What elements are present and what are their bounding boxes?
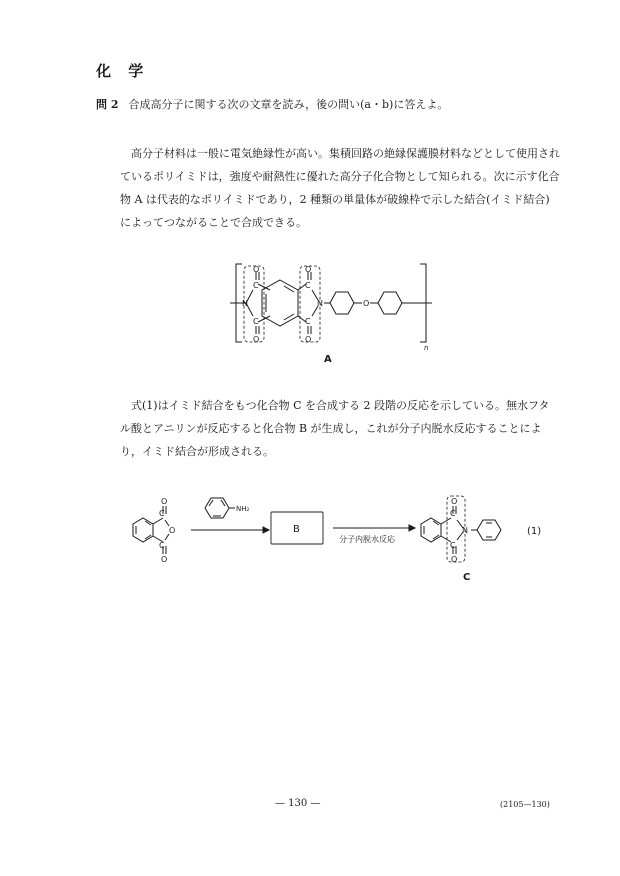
atom-c-3: C	[305, 281, 311, 290]
imide-atom-c-top: C	[450, 509, 456, 518]
atom-c-1: C	[253, 281, 259, 290]
page-number: — 130 —	[275, 798, 321, 809]
atom-c-4: C	[305, 317, 311, 326]
paragraph-1-text: 高分子材料は一般に電気絶縁性が高い。集積回路の絶縁保護膜材料などとして使用されているポリイミドは，強度や耐熱性に優れた高分子化合物として知られる。次に示す化合物 A は代表的なポリイミドであり，2 種類の単量体が破線枠で示した結合(イミド結合)によってつながることで合成できる。	[120, 147, 560, 229]
imide-atom-c-bottom: C	[450, 541, 456, 550]
anhydride-atom-o-bottom: O	[161, 555, 168, 564]
paragraph-2-text: 式(1)はイミド結合をもつ化合物 C を合成する 2 段階の反応を示している。無水フタル酸とアニリンが反応すると化合物 B が生成し，これが分子内脱水反応することにより，イミド結合が形成される。	[120, 399, 550, 458]
anhydride-atom-c-top: C	[159, 509, 165, 518]
polyimide-structure-figure	[220, 258, 440, 366]
atom-n-2: N	[317, 299, 323, 308]
imide-atom-n: N	[462, 526, 468, 535]
arrow-label-dehydration: 分子内脱水反応	[339, 535, 395, 544]
question-number: 問 2	[96, 98, 119, 111]
figure-a-caption: A	[324, 354, 332, 365]
anhydride-atom-o-ring: O	[169, 526, 176, 535]
atom-o-1: O	[253, 265, 260, 274]
paragraph-polyimide	[120, 142, 560, 234]
question-text: 合成高分子に関する次の文章を読み，後の問い(a・b)に答えよ。	[128, 98, 449, 111]
exam-code: (2105—130)	[500, 800, 550, 809]
atom-o-2: O	[253, 335, 260, 344]
imide-atom-o-top: O	[451, 497, 458, 506]
atom-o-3: O	[305, 265, 312, 274]
subject-heading: 化 学	[96, 62, 150, 80]
atom-n-1: N	[242, 299, 248, 308]
repeat-subscript-n: n	[424, 344, 429, 352]
atom-c-2: C	[253, 317, 259, 326]
imide-atom-o-bottom: O	[451, 555, 458, 564]
atom-o-ether: O	[363, 299, 370, 308]
reaction-scheme	[125, 490, 555, 590]
question-prompt	[96, 96, 448, 112]
equation-number: (1)	[527, 526, 542, 537]
paragraph-reaction	[120, 394, 560, 463]
atom-o-4: O	[305, 335, 312, 344]
anhydride-atom-c-bottom: C	[159, 541, 165, 550]
reagent-nh2: NH₂	[236, 505, 250, 513]
box-b-label: B	[293, 524, 300, 535]
anhydride-atom-o-top: O	[161, 497, 168, 506]
product-c-caption: C	[463, 572, 471, 583]
